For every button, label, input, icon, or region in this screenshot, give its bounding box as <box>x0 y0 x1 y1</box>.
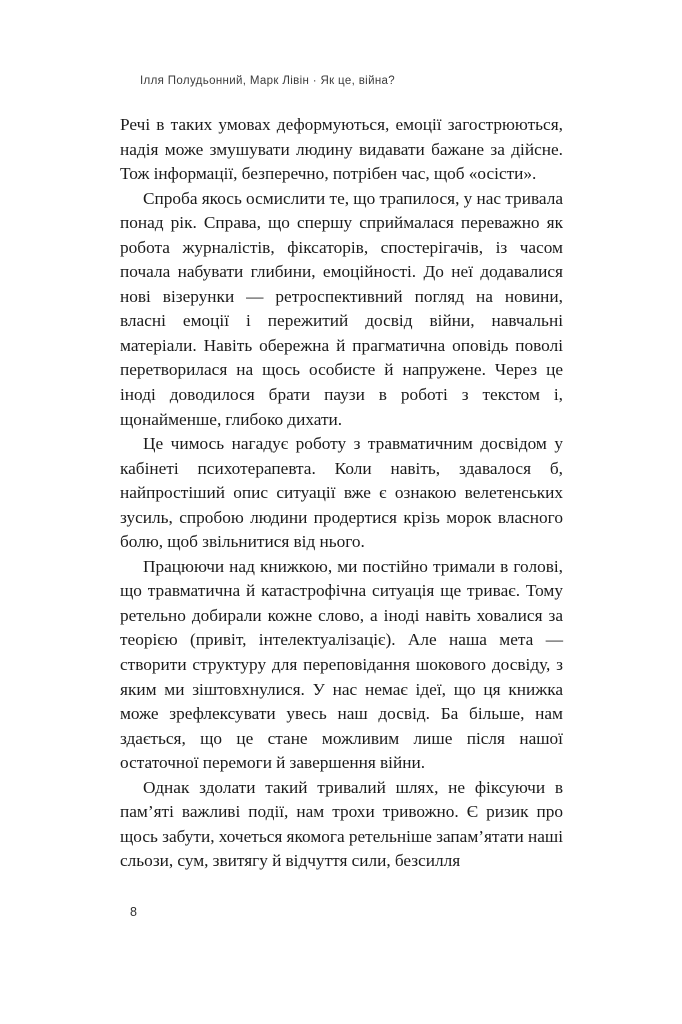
body-text-column <box>120 113 563 874</box>
paragraph: Однак здолати такий тривалий шлях, не фіксуючи в пам’яті важливі події, нам трохи тривожно. Є ризик про щось забути, хочеться якомога ретельніше запам’ятати наші сльози, сум, звитягу й відчуття сили, безсилля <box>120 777 563 871</box>
paragraph: Речі в таких умовах деформуються, емоції загострюються, надія може змушувати людину видавати бажане за дійсне. Тож інформації, безперечно, потрібен час, щоб «осісти». <box>120 115 563 184</box>
paragraph: Спроба якось осмислити те, що трапилося, у нас тривала понад рік. Справа, що спершу сприймалася переважно як робота журналістів, фіксаторів, спостерігачів, із часом почала набувати глибини, емоційності. До неї додавалися нові візерунки — ретроспективний погляд на новини, власні емоції і пережитий досвід війни, навчальні матеріали. Навіть обережна й прагматична оповідь поволі перетворилася на щось особисте й напружене. Через це іноді доводилося брати паузи в роботі з текстом і, щонайменше, глибоко дихати. <box>120 188 563 429</box>
paragraph: Працюючи над книжкою, ми постійно тримали в голові, що травматична й катастрофічна ситуація ще триває. Тому ретельно добирали кожне слово, а іноді навіть ховалися за теорією (привіт, інтелектуалізаціє). Але наша мета — створити структуру для переповідання шокового досвіду, з яким ми зіштовхнулися. У нас немає ідеї, що ця книжка може зрефлексувати увесь наш досвід. Ба більше, нам здається, що це стане можливим лише після нашої остаточної перемоги й завершення війни. <box>120 556 563 773</box>
running-head: Ілля Полудьонний, Марк Лівін · Як це, війна? <box>140 75 396 87</box>
page-number: 8 <box>130 905 137 919</box>
paragraph: Це чимось нагадує роботу з травматичним досвідом у кабінеті психотерапевта. Коли навіть, здавалося б, найпростіший опис ситуації вже є ознакою велетенських зусиль, спробою людини продертися крізь морок власного болю, щоб звільнитися від нього. <box>120 434 563 552</box>
